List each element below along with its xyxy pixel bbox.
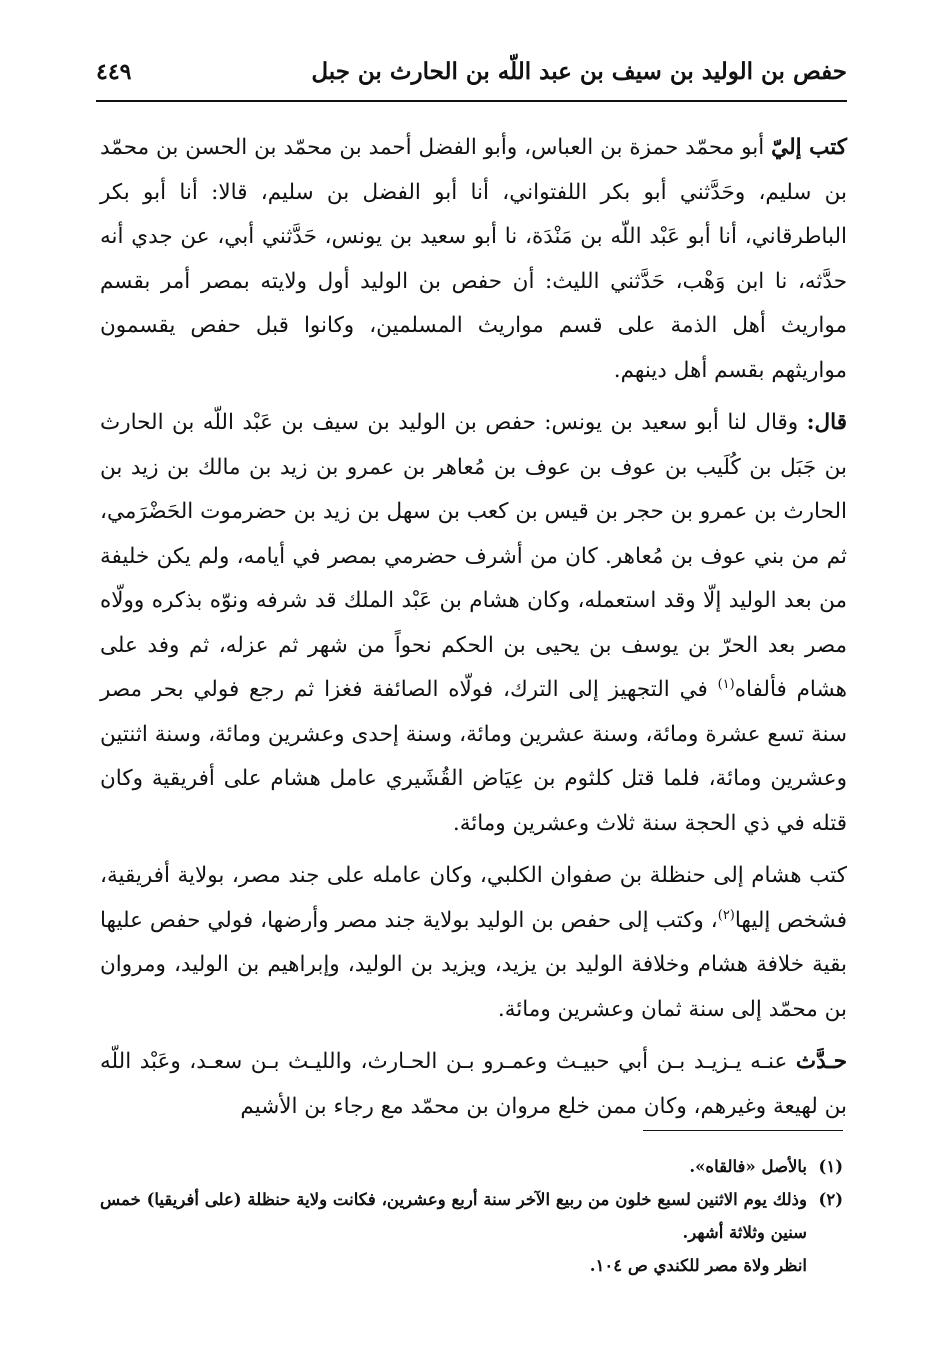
running-header: [96, 58, 847, 85]
paragraph-text: وقال لنا أبو سعيد بن يونس: حفص بن الوليد بن سيف بن عَبْد اللّه بن الحارث بن جَبَل بن كُلَيب بن عوف بن عوف بن مُعاهر بن عمرو بن زيد بن مالك بن زيد بن الحارث بن عمرو بن حجر بن قيس بن كعب بن سهل بن زيد بن حضرموت الحَضْرَمي، ثم من بني عوف بن مُعاهر. كان من أشرف حضرمي بمصر في أيامه، ولم يكن خليفة من بعد الوليد إلّا وقد استعمله، وكان هشام بن عَبْد الملك قد شرفه ونوّه بذكره وولّاه مصر بعد الحرّ بن يوسف بن يحيى بن الحكم نحواً من شهر ثم عزله، ثم وفد على هشام فألفاه: [100, 410, 847, 702]
paragraph-lead: حـدَّث: [795, 1049, 847, 1074]
footnote: [100, 1249, 843, 1282]
footnote-number: (١): [818, 1157, 843, 1176]
footnote-text: وذلك يوم الاثنين لسبع خلون من ربيع الآخر سنة أربع وعشرين، فكانت ولاية حنظلة (على أفريقيا) خمس سنين وثلاثة أشهر.: [100, 1190, 807, 1242]
page-number: ٤٤٩: [96, 59, 132, 85]
footnote-text: انظر ولاة مصر للكندي ص ١٠٤.: [589, 1256, 807, 1275]
paragraph-text-cont: في التجهيز إلى الترك، فولّاه الصائفة فغزا ثم رجع فولي بحر مصر سنة تسع عشرة ومائة، وسنة عشرين ومائة، وسنة إحدى وعشرين ومائة، وسنة اثنتين وعشرين ومائة، فلما قتل كلثوم بن عِيَاض القُشَيري عامل هشام على أفريقية وكان قتله في ذي الحجة سنة ثلاث وعشرين ومائة.: [100, 677, 847, 836]
footnote: [100, 1183, 843, 1249]
paragraph-text: عنـه يـزيـد بـن أبي حبيـث وعمـرو بـن الحـارث، والليـث بـن سعـد، وعَبْد اللّه بن لهيعة وغيرهم، وكان ممن خلع مروان بن محمّد مع رجاء بن الأشيم: [100, 1049, 847, 1119]
paragraph-lead: قال:: [806, 410, 847, 435]
paragraph: [100, 126, 847, 393]
paragraph: [100, 854, 847, 1032]
paragraph-text: أبو محمّد حمزة بن العباس، وأبو الفضل أحمد بن محمّد بن الحسن بن محمّد بن سليم، وحَدَّثني أبو بكر اللفتواني، أنا أبو الفضل بن سليم، قالا: أنا أبو بكر الباطرقاني، أنا أبو عَبْد اللّه بن مَنْدَة، نا أبو سعيد بن يونس، حَدَّثني أبي، عن جدي أنه حدَّثه، نا ابن وَهْب، حَدَّثني الليث: أن حفص بن الوليد أول ولايته بمصر أمر بقسم مواريث أهل الذمة على قسم مواريث المسلمين، وكانوا قبل حفص يقسمون مواريثهم بقسم أهل دينهم.: [100, 135, 847, 383]
paragraph-lead: كتب إليّ: [771, 135, 847, 160]
footnote-rule: [643, 1130, 843, 1131]
footnote-ref[interactable]: (٢): [717, 907, 735, 923]
footnote-text: بالأصل «فالقاه».: [689, 1157, 807, 1176]
footnote-number: (٢): [818, 1190, 843, 1209]
footnotes: [100, 1150, 843, 1282]
main-text: [100, 126, 847, 1129]
paragraph: [100, 1040, 847, 1129]
running-title: حفص بن الوليد بن سيف بن عبد اللّه بن الحارث بن جبل: [311, 58, 847, 85]
header-rule: [96, 100, 847, 102]
paragraph: [100, 401, 847, 846]
paragraph-text-cont: ، وكتب إلى حفص بن الوليد بولاية جند مصر وأرضها، فولي حفص عليها بقية خلافة هشام وخلافة الوليد بن يزيد، ويزيد بن الوليد، وإبراهيم بن الوليد، ومروان بن محمّد إلى سنة ثمان وعشرين ومائة.: [100, 907, 847, 1022]
footnote-ref[interactable]: (١): [717, 676, 735, 692]
footnote: [100, 1150, 843, 1183]
paragraph-text: كتب هشام إلى حنظلة بن صفوان الكلبي، وكان عامله على جند مصر، بولاية أفريقية، فشخص إليها: [100, 863, 847, 933]
footnote-number: [807, 1249, 843, 1282]
